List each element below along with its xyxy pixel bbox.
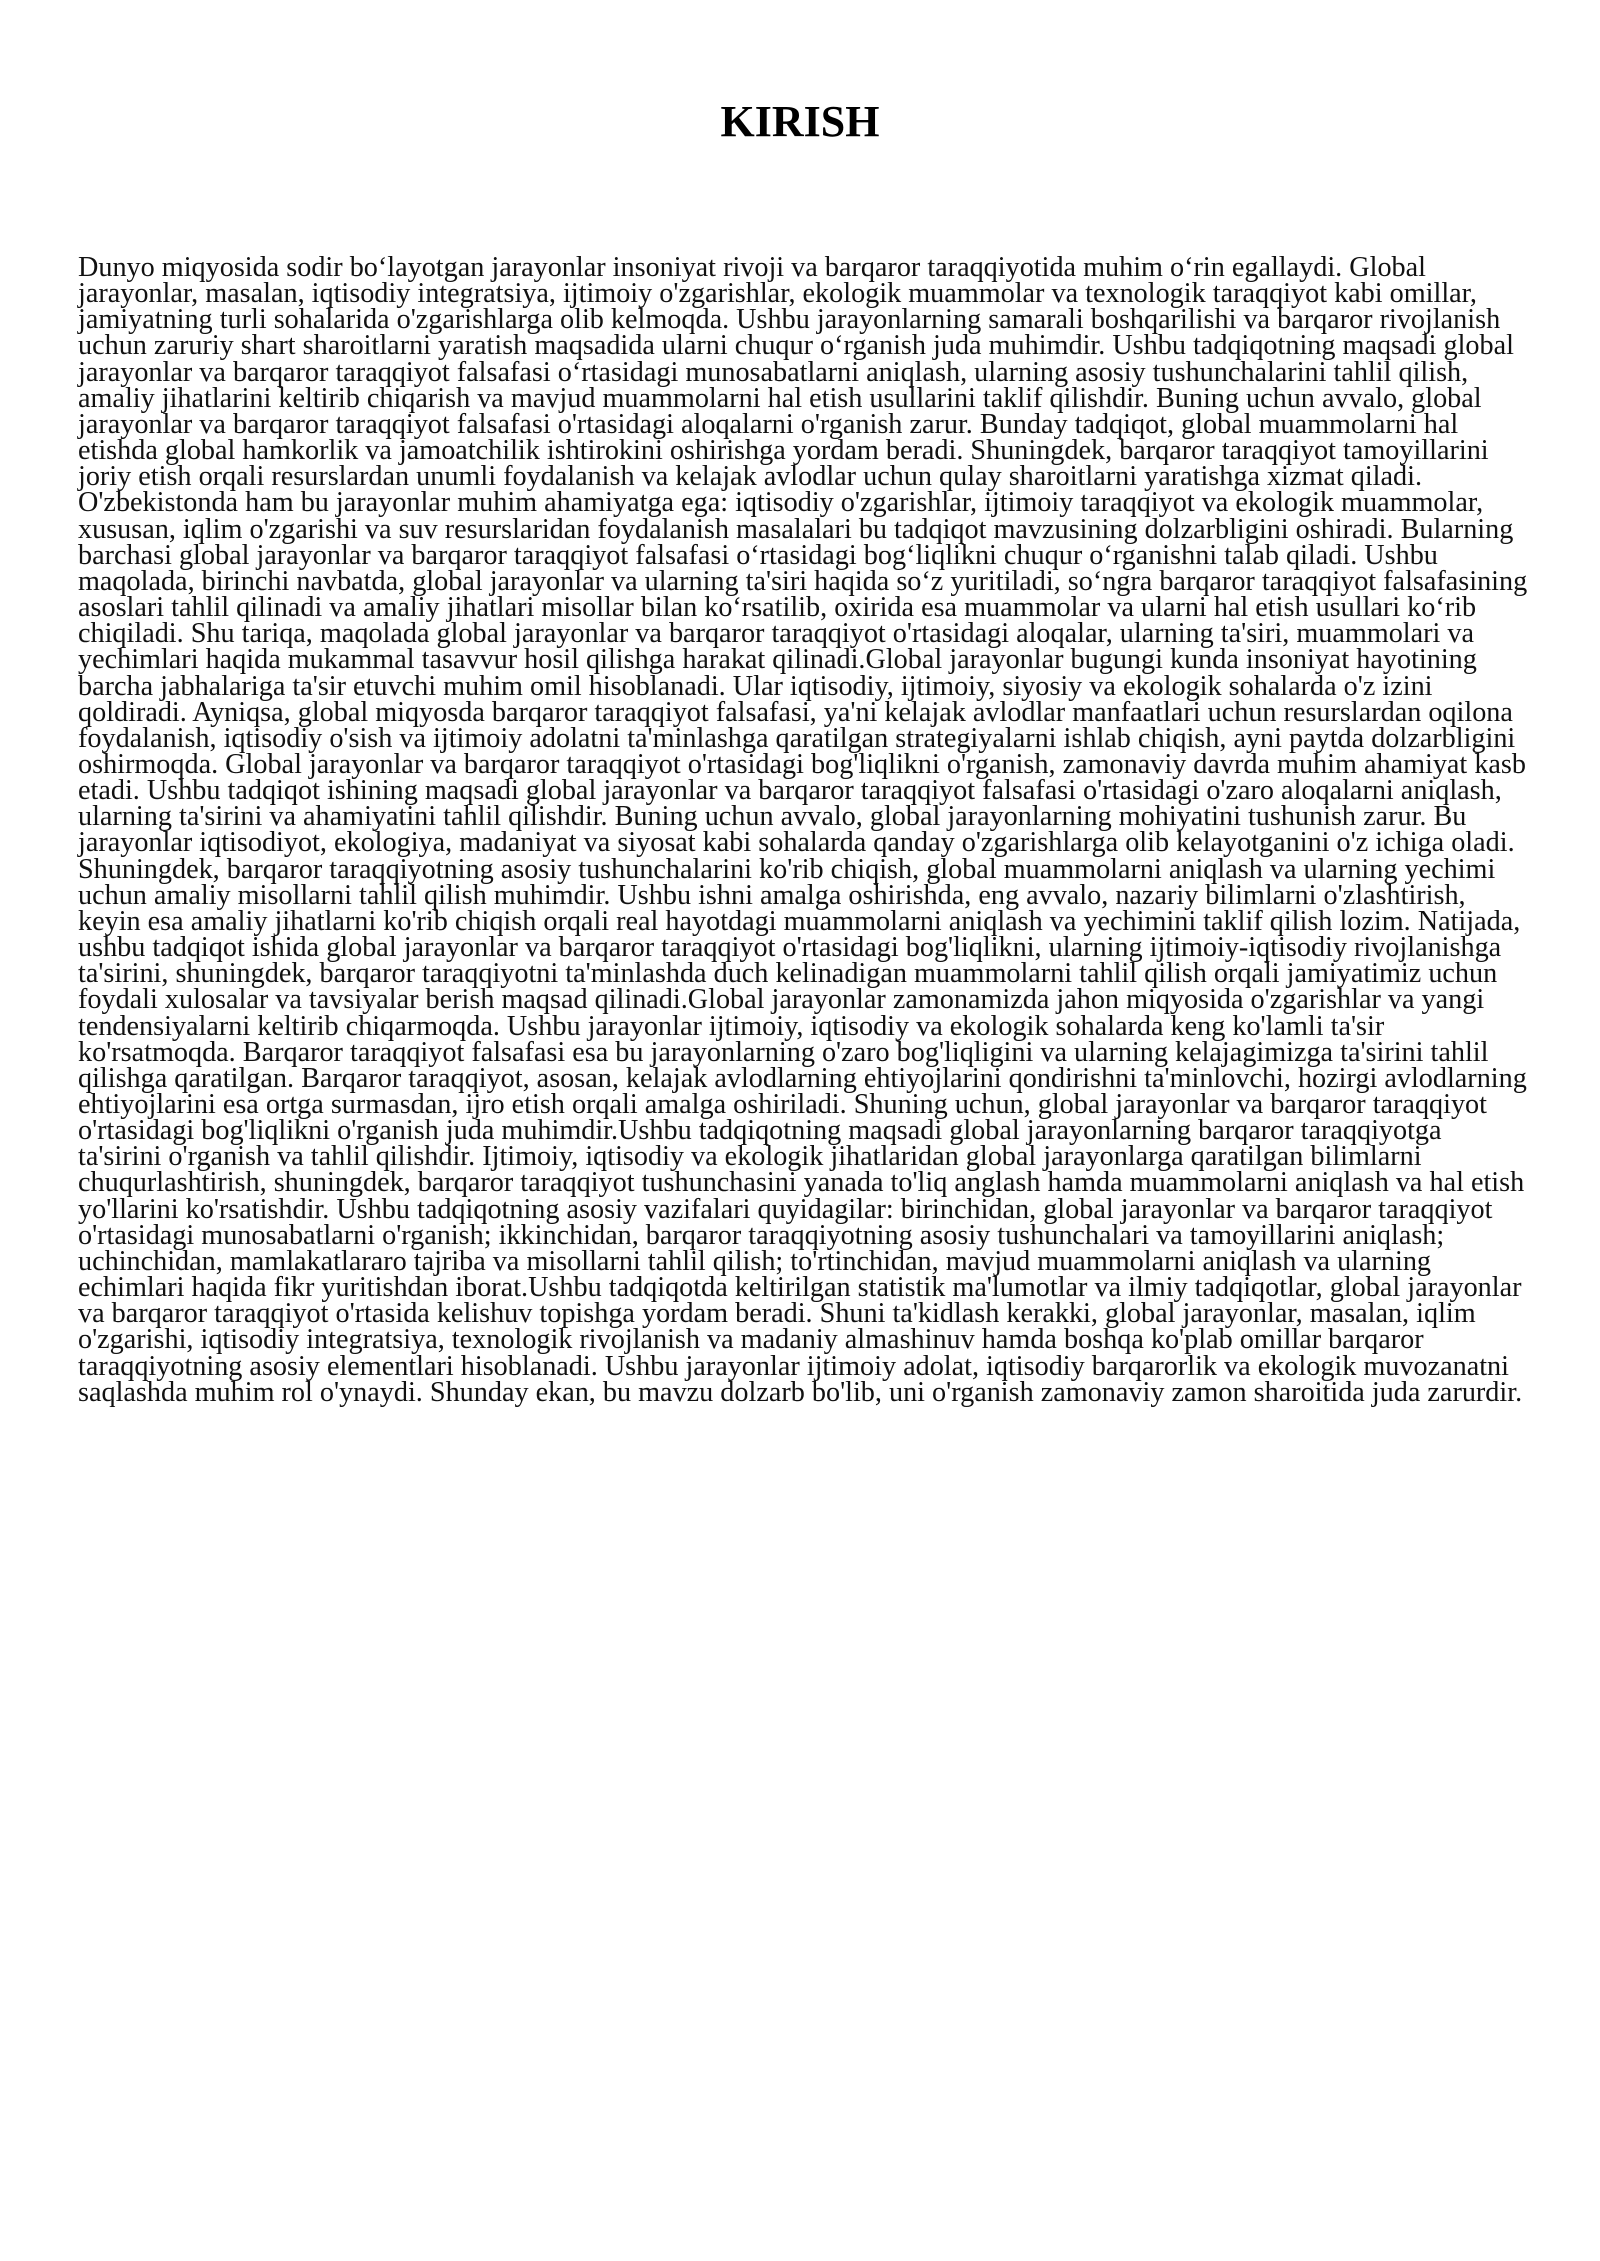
page-title: KIRISH bbox=[720, 97, 880, 146]
body-paragraph: Dunyo miqyosida sodir bo‘layotgan jarayonlar insoniyat rivoji va barqaror taraqqiyotida muhim o‘rin egallaydi. Global jarayonlar, masalan, iqtisodiy integratsiya, ijtimoiy o'zgarishlar, ekologik muammolar va texnologik taraqqiyot kabi omillar, jamiyatning turli sohalarida o'zgarishlarga olib kelmoqda. Ushbu jarayonlarning samarali boshqarilishi va barqaror rivojlanish uchun zaruriy shart sharoitlarni yaratish maqsadida ularni chuqur o‘rganish juda muhimdir. Ushbu tadqiqotning maqsadi global jarayonlar va barqaror taraqqiyot falsafasi o‘rtasidagi munosabatlarni aniqlash, ularning asosiy tushunchalarini tahlil qilish, amaliy jihatlarini keltirib chiqarish va mavjud muammolarni hal etish usullarini taklif qilishdir. Buning uchun avvalo, global jarayonlar va barqaror taraqqiyot falsafasi o'rtasidagi aloqalarni o'rganish zarur. Bunday tadqiqot, global muammolarni hal etishda global hamkorlik va jamoatchilik ishtirokini oshirishga yordam beradi. Shuningdek, barqaror taraqqiyot tamoyillarini joriy etish orqali resurslardan unumli foydalanish va kelajak avlodlar uchun qulay sharoitlarni yaratishga xizmat qiladi. O'zbekistonda ham bu jarayonlar muhim ahamiyatga ega: iqtisodiy o'zgarishlar, ijtimoiy taraqqiyot va ekologik muammolar, xususan, iqlim o'zgarishi va suv resurslaridan foydalanish masalalari bu tadqiqot mavzusining dolzarbligini oshiradi. Bularning barchasi global jarayonlar va barqaror taraqqiyot falsafasi o‘rtasidagi bog‘liqlikni chuqur o‘rganishni talab qiladi. Ushbu maqolada, birinchi navbatda, global jarayonlar va ularning ta'siri haqida so‘z yuritiladi, so‘ngra barqaror taraqqiyot falsafasining asoslari tahlil qilinadi va amaliy jihatlari misollar bilan ko‘rsatilib, oxirida esa muammolar va ularni hal etish usullari ko‘rib chiqiladi. Shu tariqa, maqolada global jarayonlar va barqaror taraqqiyot o'rtasidagi aloqalar, ularning ta'siri, muammolari va yechimlari haqida mukammal tasavvur hosil qilishga harakat qilinadi.Global jarayonlar bugungi kunda insoniyat hayotining barcha jabhalariga ta'sir etuvchi muhim omil hisoblanadi. Ular iqtisodiy, ijtimoiy, siyosiy va ekologik sohalarda o'z izini qoldiradi. Ayniqsa, global miqyosda barqaror taraqqiyot falsafasi, ya'ni kelajak avlodlar manfaatlari uchun resurslardan oqilona foydalanish, iqtisodiy o'sish va ijtimoiy adolatni ta'minlashga qaratilgan strategiyalarni ishlab chiqish, ayni paytda dolzarbligini oshirmoqda. Global jarayonlar va barqaror taraqqiyot o'rtasidagi bog'liqlikni o'rganish, zamonaviy davrda muhim ahamiyat kasb etadi. Ushbu tadqiqot ishining maqsadi global jarayonlar va barqaror taraqqiyot falsafasi o'rtasidagi o'zaro aloqalarni aniqlash, ularning ta'sirini va ahamiyatini tahlil qilishdir. Buning uchun avvalo, global jarayonlarning mohiyatini tushunish zarur. Bu jarayonlar iqtisodiyot, ekologiya, madaniyat va siyosat kabi sohalarda qanday o'zgarishlarga olib kelayotganini o'z ichiga oladi. Shuningdek, barqaror taraqqiyotning asosiy tushunchalarini ko'rib chiqish, global muammolarni aniqlash va ularning yechimi uchun amaliy misollarni tahlil qilish muhimdir. Ushbu ishni amalga oshirishda, eng avvalo, nazariy bilimlarni o'zlashtirish, keyin esa amaliy jihatlarni ko'rib chiqish orqali real hayotdagi muammolarni aniqlash va yechimini taklif qilish lozim. Natijada, ushbu tadqiqot ishida global jarayonlar va barqaror taraqqiyot o'rtasidagi bog'liqlikni, ularning ijtimoiy-iqtisodiy rivojlanishga ta'sirini, shuningdek, barqaror taraqqiyotni ta'minlashda duch kelinadigan muammolarni tahlil qilish orqali jamiyatimiz uchun foydali xulosalar va tavsiyalar berish maqsad qilinadi.Global jarayonlar zamonamizda jahon miqyosida o'zgarishlar va yangi tendensiyalarni keltirib chiqarmoqda. Ushbu jarayonlar ijtimoiy, iqtisodiy va ekologik sohalarda keng ko'lamli ta'sir ko'rsatmoqda. Barqaror taraqqiyot falsafasi esa bu jarayonlarning o'zaro bog'liqligini va ularning kelajagimizga ta'sirini tahlil qilishga qaratilgan. Barqaror taraqqiyot, asosan, kelajak avlodlarning ehtiyojlarini qondirishni ta'minlovchi, hozirgi avlodlarning ehtiyojlarini esa ortga surmasdan, ijro etish orqali amalga oshiriladi. Shuning uchun, global jarayonlar va barqaror taraqqiyot o'rtasidagi bog'liqlikni o'rganish juda muhimdir.Ushbu tadqiqotning maqsadi global jarayonlarning barqaror taraqqiyotga ta'sirini o'rganish va tahlil qilishdir. Ijtimoiy, iqtisodiy va ekologik jihatlaridan global jarayonlarga qaratilgan bilimlarni chuqurlashtirish, shuningdek, barqaror taraqqiyot tushunchasini yanada to'liq anglash hamda muammolarni aniqlash va hal etish yo'llarini ko'rsatishdir. Ushbu tadqiqotning asosiy vazifalari quyidagilar: birinchidan, global jarayonlar va barqaror taraqqiyot o'rtasidagi munosabatlarni o'rganish; ikkinchidan, barqaror taraqqiyotning asosiy tushunchalari va tamoyillarini aniqlash; uchinchidan, mamlakatlararo tajriba va misollarni tahlil qilish; to'rtinchidan, mavjud muammolarni aniqlash va ularning echimlari haqida fikr yuritishdan iborat.Ushbu tadqiqotda keltirilgan statistik ma'lumotlar va ilmiy tadqiqotlar, global jarayonlar va barqaror taraqqiyot o'rtasida kelishuv topishga yordam beradi. Shuni ta'kidlash kerakki, global jarayonlar, masalan, iqlim o'zgarishi, iqtisodiy integratsiya, texnologik rivojlanish va madaniy almashinuv hamda boshqa ko'plab omillar barqaror taraqqiyotning asosiy elementlari hisoblanadi. Ushbu jarayonlar ijtimoiy adolat, iqtisodiy barqarorlik va ekologik muvozanatni saqlashda muhim rol o'ynaydi. Shunday ekan, bu mavzu dolzarb bo'lib, uni o'rganish zamonaviy zamon sharoitida juda zarurdir. bbox=[78, 252, 1528, 1408]
